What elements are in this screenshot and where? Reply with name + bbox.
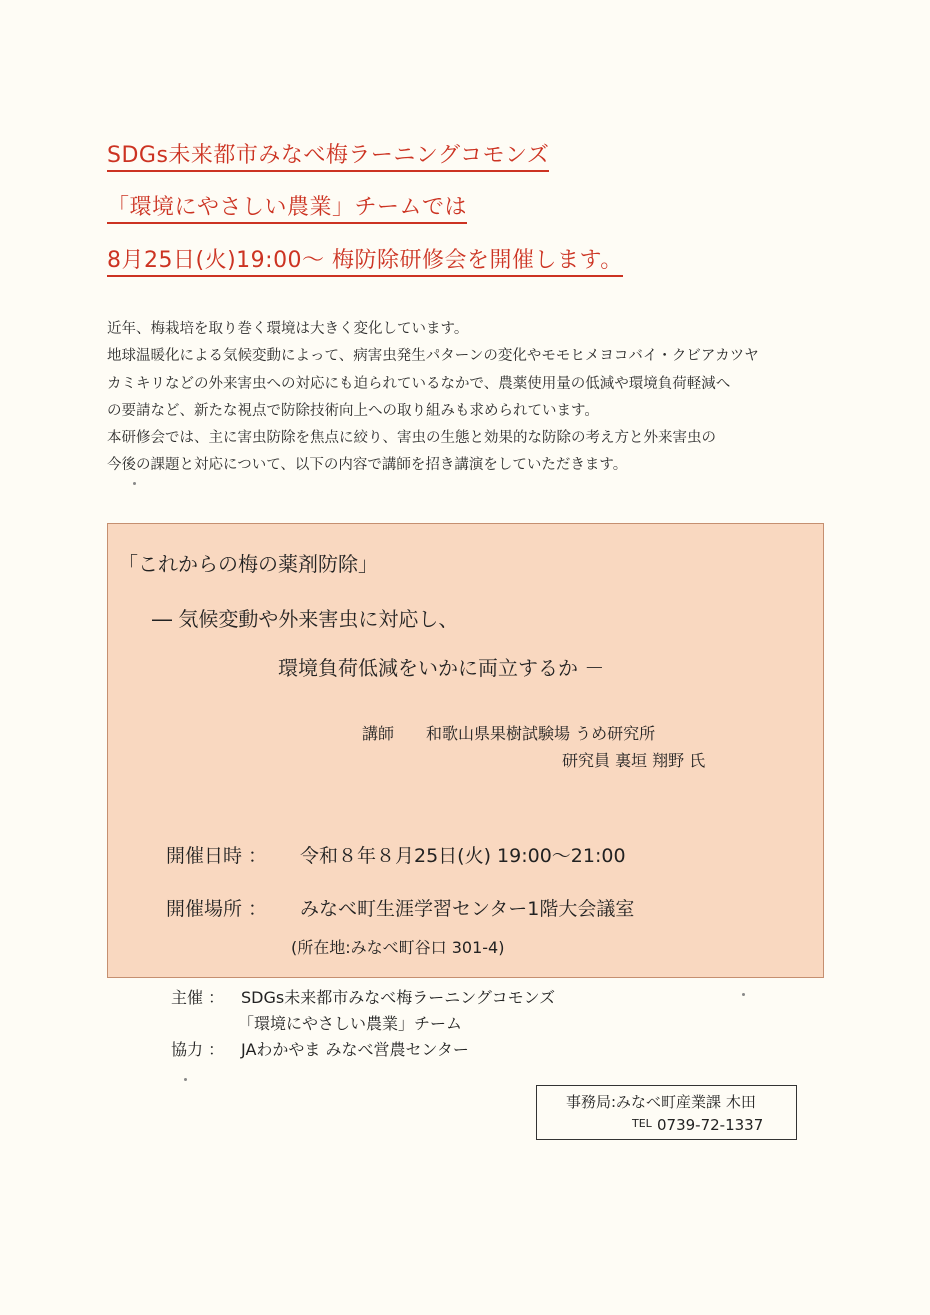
office-name: 事務局:みなべ町産業課 木田 [566, 1093, 756, 1111]
coop-value: JAわかやま みなべ営農センター [241, 1040, 469, 1059]
intro-line-5: 本研修会では、主に害虫防除を焦点に絞り、害虫の生態と効果的な防除の考え方と外来害虫の [107, 430, 716, 446]
date-label: 開催日時 ： [166, 845, 268, 867]
tel-value: 0739-72-1337 [657, 1116, 764, 1134]
scan-speck [133, 482, 136, 485]
lecture-subtitle-2: 環境負荷低減をいかに両立するか － [278, 656, 605, 680]
coop-label: 協力 ： [171, 1040, 225, 1059]
intro-line-6: 今後の課題と対応について、以下の内容で講師を招き講演をしていただきます。 [107, 457, 628, 473]
intro-line-2: 地球温暖化による気候変動によって、病害虫発生パターンの変化やモモヒメヨコバイ・クビアカツヤ [107, 348, 759, 364]
tel-label: TEL [632, 1117, 652, 1130]
header-title-line3: 8月25日(火)19:00～ 梅防除研修会を開催します。 [107, 243, 623, 277]
host-value: SDGs未来都市みなべ梅ラーニングコモンズ [241, 988, 556, 1007]
intro-line-1: 近年、梅栽培を取り巻く環境は大きく変化しています。 [107, 321, 469, 337]
intro-line-4: の要請など、新たな視点で防除技術向上への取り組みも求められています。 [107, 403, 599, 419]
venue-address: (所在地:みなべ町谷口 301-4) [291, 938, 505, 957]
header-title-line2: 「環境にやさしい農業」チームでは [107, 190, 467, 224]
office-contact-box [536, 1085, 797, 1140]
header-title-line1: SDGs未来都市みなべ梅ラーニングコモンズ [107, 138, 549, 172]
host-team: 「環境にやさしい農業」チーム [238, 1014, 463, 1033]
lecturer-label: 講師 [362, 724, 395, 743]
host-label: 主催 ： [171, 988, 225, 1007]
lecturer-name: 研究員 裏垣 翔野 氏 [562, 751, 706, 770]
lecturer-org: 和歌山県果樹試験場 うめ研究所 [426, 724, 656, 743]
venue-value: みなべ町生涯学習センター1階大会議室 [300, 898, 635, 920]
date-value: 令和８年８月25日(火) 19:00～21:00 [300, 845, 626, 867]
lecture-subtitle-1: ― 気候変動や外来害虫に対応し、 [152, 607, 459, 631]
lecture-title: 「これからの梅の薬剤防除」 [118, 552, 378, 576]
venue-label: 開催場所 ： [166, 898, 268, 920]
intro-line-3: カミキリなどの外来害虫への対応にも迫られているなかで、農薬使用量の低減や環境負荷軽減へ [107, 376, 731, 392]
scan-speck [184, 1078, 187, 1081]
lecture-info-box [107, 523, 824, 978]
scan-speck [742, 993, 745, 996]
